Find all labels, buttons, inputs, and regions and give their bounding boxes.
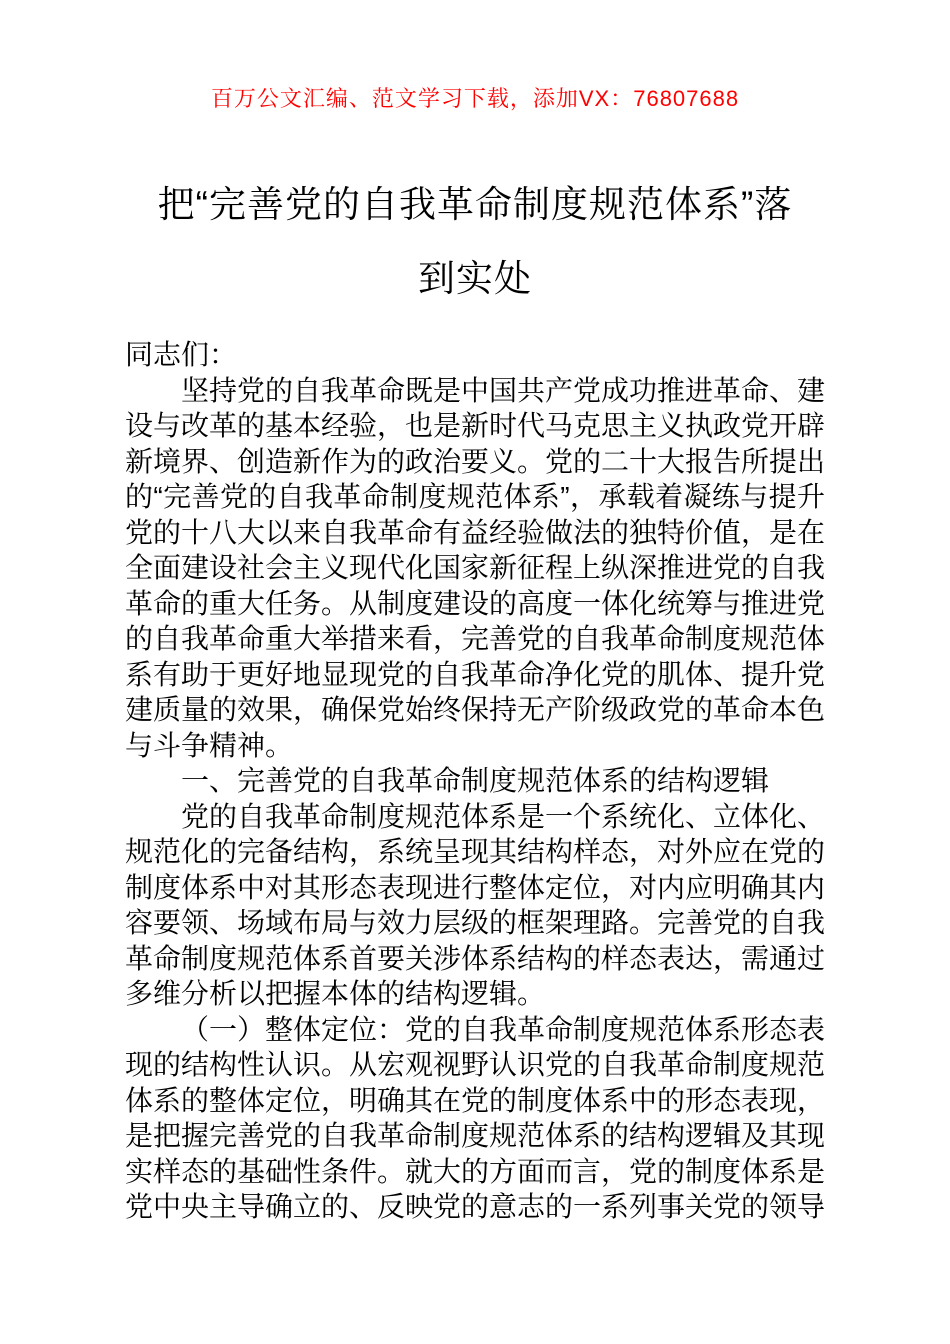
paragraph-introduction: 坚持党的自我革命既是中国共产党成功推进革命、建设与改革的基本经验，也是新时代马克思主义执政党开辟新境界、创造新作为的政治要义。党的二十大报告所提出的“完善党的自我革命制度规范体系”，承载着凝练与提升党的十八大以来自我革命有益经验做法的独特价值，是在全面建设社会主义现代化国家新征程上纵深推进党的自我革命的重大任务。从制度建设的高度一体化统筹与推进党的自我革命重大举措来看，完善党的自我革命制度规范体系有助于更好地显现党的自我革命净化党的肌体、提升党建质量的效果，确保党始终保持无产阶级政党的革命本色与斗争精神。 (125, 374, 826, 761)
paragraph-section-1: 党的自我革命制度规范体系是一个系统化、立体化、规范化的完备结构，系统呈现其结构样态，对外应在党的制度体系中对其形态表现进行整体定位，对内应明确其内容要领、场域布局与效力层级的框架理路。完善党的自我革命制度规范体系首要关涉体系结构的样态表达，需通过多维分析以把握本体的结构逻辑。 (125, 800, 826, 1009)
section-heading-1: 一、完善党的自我革命制度规范体系的结构逻辑 (181, 765, 770, 796)
watermark-header: 百万公文汇编、范文学习下载，添加VX：76807688 (210, 86, 740, 111)
salutation: 同志们： (125, 339, 238, 370)
document-title-line-1: 把“完善党的自我革命制度规范体系”落 (157, 184, 793, 225)
paragraph-subsection-1-1: （一）整体定位：党的自我革命制度规范体系形态表现的结构性认识。从宏观视野认识党的自我革命制度规范体系的整体定位，明确其在党的制度体系中的形态表现，是把握完善党的自我革命制度规范体系的结构逻辑及其现实样态的基础性条件。就大的方面而言，党的制度体系是党中央主导确立的、反映党的意志的一系列事关党的领导 (125, 1013, 826, 1222)
document-body (125, 337, 825, 1225)
document-title (115, 168, 835, 316)
document-title-line-2: 到实处 (418, 258, 532, 299)
